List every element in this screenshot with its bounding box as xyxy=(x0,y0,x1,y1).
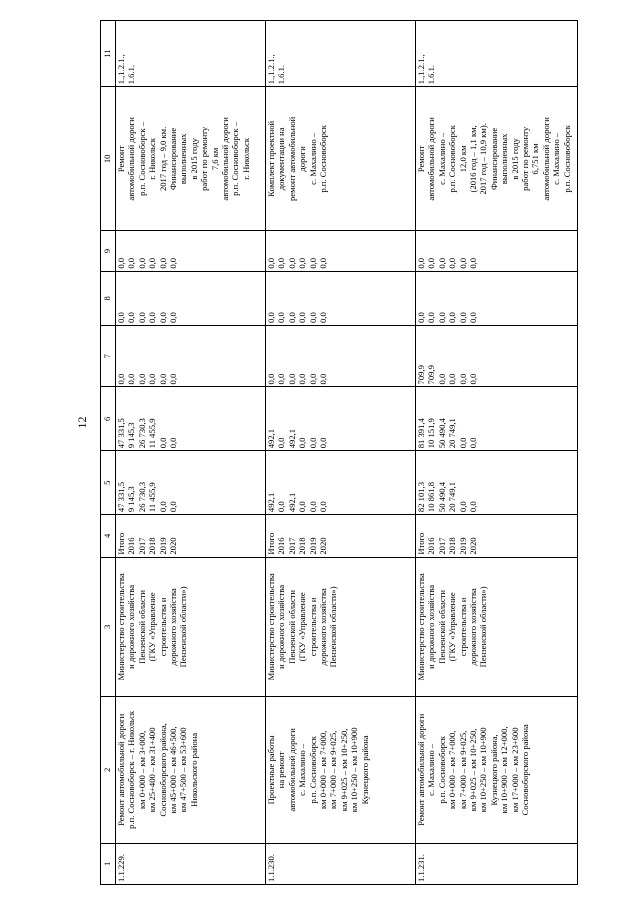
header-cell: 8 xyxy=(101,271,116,325)
amount-value: 0,0 xyxy=(307,312,318,323)
amount-value: 0,0 xyxy=(286,257,297,269)
year-value: 2018 xyxy=(447,537,458,555)
amount-value: 0,0 xyxy=(436,257,447,269)
amount-value: 0,0 xyxy=(157,312,168,323)
year-list-cell xyxy=(416,515,578,558)
amount-value: 0,0 xyxy=(307,373,318,385)
amount-list-cell xyxy=(116,387,266,451)
table-row xyxy=(416,21,578,885)
year-value: 2018 xyxy=(147,537,158,555)
amount-value: 0,0 xyxy=(307,501,318,513)
row-number-cell: 1.1.231. xyxy=(416,843,578,884)
amount-value: 0,0 xyxy=(116,257,126,269)
amount-value: 0,0 xyxy=(136,373,147,385)
amount-value: 0,0 xyxy=(168,501,179,513)
header-cell: 5 xyxy=(101,451,116,515)
year-list-cell xyxy=(266,515,416,558)
amount-value: 0,0 xyxy=(457,501,468,513)
amount-value: 0,0 xyxy=(447,312,458,323)
amount-value: 11 455,9 xyxy=(147,482,158,513)
executor-cell: Министерство строительства и дорожного хозяйства Пензенской области (ГКУ «Управление строительства и дорожного хозяйства Пензенской области») xyxy=(416,557,578,696)
amount-value: 0,0 xyxy=(147,312,158,323)
amount-value: 0,0 xyxy=(457,437,468,449)
amount-value: 0,0 xyxy=(447,373,458,385)
link-cell: 1.,1.2.1., 1.6.1. xyxy=(416,21,578,87)
amount-list-cell xyxy=(416,387,578,451)
amount-list-cell xyxy=(416,271,578,325)
header-cell: 3 xyxy=(101,557,116,696)
amount-value: 0,0 xyxy=(266,312,276,323)
amount-list-cell xyxy=(116,231,266,271)
header-cell: 10 xyxy=(101,87,116,231)
year-value: 2016 xyxy=(126,537,137,555)
amount-value: 0,0 xyxy=(297,373,308,385)
amount-value: 0,0 xyxy=(126,373,137,385)
amount-value: 0,0 xyxy=(168,312,179,323)
year-value: 2020 xyxy=(468,537,479,555)
amount-value: 709,9 xyxy=(426,365,437,385)
amount-value: 709,9 xyxy=(416,365,426,385)
amount-value: 47 331,5 xyxy=(116,418,126,449)
amount-value: 0,0 xyxy=(157,437,168,449)
amount-value: 0,0 xyxy=(307,437,318,449)
amount-value: 81 391,4 xyxy=(416,418,426,449)
header-cell: 4 xyxy=(101,515,116,558)
amount-value: 0,0 xyxy=(116,373,126,385)
amount-value: 0,0 xyxy=(297,437,308,449)
link-cell: 1.,1.2.1., 1.6.1. xyxy=(116,21,266,87)
link-cell: 1.,1.2.1., 1.6.1. xyxy=(266,21,416,87)
amount-list-cell xyxy=(116,271,266,325)
amount-value: 0,0 xyxy=(468,257,479,269)
activity-name-cell: Проектные работы на ремонт автомобильной дороги с. Махалино – р.п. Сосновоборск км 0+000 – км 7+000, км 7+000 – км 9+025, км 9+025 – км 10+250, км 10+250 – км 10+900 Кузнецкого района xyxy=(266,697,416,844)
amount-value: 0,0 xyxy=(126,257,137,269)
amount-value: 0,0 xyxy=(286,373,297,385)
amount-list-cell xyxy=(116,326,266,387)
amount-value: 0,0 xyxy=(297,312,308,323)
amount-list-cell xyxy=(266,231,416,271)
year-value: 2016 xyxy=(276,537,287,555)
activity-name-cell: Ремонт автомобильной дороги р.п. Сосновоборск – г. Никольск км 0+000 – км 3+000, км 25+400 – км 31+400 Сосновоборского района, км 45+000 – км 46+500, км 47+500 – км 53+600 Никольского района xyxy=(116,697,266,844)
amount-value: 20 749,1 xyxy=(447,482,458,513)
amount-value: 0,0 xyxy=(266,257,276,269)
amount-value: 50 490,4 xyxy=(436,418,447,449)
amount-value: 0,0 xyxy=(276,437,287,449)
year-value: 2019 xyxy=(457,537,468,555)
amount-value: 0,0 xyxy=(318,501,329,513)
result-cell: Ремонт автомобильной дороги р.п. Сосновоборск – г. Никольск 2017 год – 9,0 км. Финансирование выполненных в 2015 году работ по ремонту 7,6 км автомобильной дороги р.п. Сосновоборск – г. Никольск xyxy=(116,87,266,231)
amount-value: 0,0 xyxy=(147,373,158,385)
amount-value: 492,1 xyxy=(286,492,297,513)
amount-value: 0,0 xyxy=(297,501,308,513)
program-table xyxy=(100,20,578,885)
amount-value: 26 730,3 xyxy=(136,418,147,449)
amount-value: 9 145,3 xyxy=(126,422,137,449)
amount-value: 82 101,3 xyxy=(416,482,426,513)
amount-value: 0,0 xyxy=(457,373,468,385)
amount-value: 10 861,8 xyxy=(426,482,437,513)
year-value: 2017 xyxy=(436,537,447,555)
rotated-page xyxy=(70,20,580,885)
amount-value: 0,0 xyxy=(318,257,329,269)
amount-value: 0,0 xyxy=(276,257,287,269)
amount-list-cell xyxy=(416,231,578,271)
year-value: 2017 xyxy=(286,537,297,555)
year-value: 2019 xyxy=(157,537,168,555)
amount-value: 10 151,9 xyxy=(426,418,437,449)
amount-value: 0,0 xyxy=(276,373,287,385)
year-value: 2020 xyxy=(168,537,179,555)
amount-list-cell xyxy=(266,451,416,515)
result-cell: Комплект проектной документации на ремонт автомобильной дороги с. Махалино – р.п. Сосновоборск xyxy=(266,87,416,231)
amount-value: 0,0 xyxy=(168,257,179,269)
amount-value: 0,0 xyxy=(318,373,329,385)
amount-value: 50 490,4 xyxy=(436,482,447,513)
amount-value: 492,1 xyxy=(286,428,297,449)
header-row xyxy=(101,21,116,885)
amount-value: 0,0 xyxy=(116,312,126,323)
row-number-cell: 1.1.230. xyxy=(266,843,416,884)
header-cell: 1 xyxy=(101,843,116,884)
amount-value: 0,0 xyxy=(416,257,426,269)
amount-list-cell xyxy=(266,271,416,325)
amount-value: 0,0 xyxy=(266,373,276,385)
header-cell: 9 xyxy=(101,231,116,271)
year-value: 2016 xyxy=(426,537,437,555)
amount-value: 0,0 xyxy=(468,312,479,323)
year-value: 2020 xyxy=(318,537,329,555)
amount-value: 0,0 xyxy=(126,312,137,323)
amount-value: 0,0 xyxy=(468,373,479,385)
year-value: Итого xyxy=(266,532,276,555)
amount-value: 0,0 xyxy=(426,312,437,323)
table-row xyxy=(266,21,416,885)
year-value: 2017 xyxy=(136,537,147,555)
amount-value: 26 730,3 xyxy=(136,482,147,513)
page-number: 12 xyxy=(75,416,89,429)
amount-list-cell xyxy=(266,326,416,387)
amount-value: 0,0 xyxy=(447,257,458,269)
year-value: Итого xyxy=(116,532,126,555)
amount-value: 0,0 xyxy=(318,437,329,449)
amount-value: 0,0 xyxy=(416,312,426,323)
row-number-cell: 1.1.229. xyxy=(116,843,266,884)
executor-cell: Министерство строительства и дорожного хозяйства Пензенской области (ГКУ «Управление строительства и дорожного хозяйства Пензенской области») xyxy=(116,557,266,696)
amount-value: 0,0 xyxy=(468,501,479,513)
amount-value: 11 455,9 xyxy=(147,418,158,449)
amount-value: 0,0 xyxy=(136,257,147,269)
amount-value: 0,0 xyxy=(147,257,158,269)
amount-value: 9 145,3 xyxy=(126,486,137,513)
amount-value: 0,0 xyxy=(286,312,297,323)
amount-value: 0,0 xyxy=(157,501,168,513)
amount-value: 0,0 xyxy=(436,373,447,385)
amount-value: 0,0 xyxy=(168,373,179,385)
result-cell: Ремонт автомобильной дороги с. Махалино – р.п. Сосновоборск 12,0 км (2016 год – 1,1 км, 2017 год – 10,9 км). Финансирование выполненных в 2015 году работ по ремонту 6,751 км автомобильной дороги с. Махалино – р.п. Сосновоборск xyxy=(416,87,578,231)
amount-value: 0,0 xyxy=(276,312,287,323)
amount-value: 0,0 xyxy=(168,437,179,449)
amount-value: 0,0 xyxy=(307,257,318,269)
amount-value: 0,0 xyxy=(436,312,447,323)
year-value: Итого xyxy=(416,532,426,555)
amount-value: 0,0 xyxy=(457,312,468,323)
amount-value: 0,0 xyxy=(318,312,329,323)
year-value: 2018 xyxy=(297,537,308,555)
year-list-cell xyxy=(116,515,266,558)
header-cell: 2 xyxy=(101,697,116,844)
activity-name-cell: Ремонт автомобильной дороги с. Махалино – р.п. Сосновоборск км 0+000 – км 7+000, км 7+000 – км 9+025, км 9+025 – км 10+250, км 10+250 – км 10+900 Кузнецкого района, км 10+900 – км 12+000, км 17+000 – км 23+600 Сосновоборского района xyxy=(416,697,578,844)
amount-value: 0,0 xyxy=(468,437,479,449)
amount-value: 492,1 xyxy=(266,492,276,513)
amount-value: 0,0 xyxy=(426,257,437,269)
amount-value: 20 749,1 xyxy=(447,418,458,449)
amount-value: 47 331,5 xyxy=(116,482,126,513)
amount-value: 492,1 xyxy=(266,428,276,449)
amount-list-cell xyxy=(116,451,266,515)
header-cell: 6 xyxy=(101,387,116,451)
table-row xyxy=(116,21,266,885)
amount-list-cell xyxy=(416,451,578,515)
amount-value: 0,0 xyxy=(457,257,468,269)
amount-value: 0,0 xyxy=(157,373,168,385)
header-cell: 7 xyxy=(101,326,116,387)
executor-cell: Министерство строительства и дорожного хозяйства Пензенской области (ГКУ «Управление строительства и дорожного хозяйства Пензенской области») xyxy=(266,557,416,696)
year-value: 2019 xyxy=(307,537,318,555)
amount-value: 0,0 xyxy=(276,501,287,513)
amount-value: 0,0 xyxy=(157,257,168,269)
amount-list-cell xyxy=(266,387,416,451)
amount-list-cell xyxy=(416,326,578,387)
amount-value: 0,0 xyxy=(297,257,308,269)
header-cell: 11 xyxy=(101,21,116,87)
amount-value: 0,0 xyxy=(136,312,147,323)
